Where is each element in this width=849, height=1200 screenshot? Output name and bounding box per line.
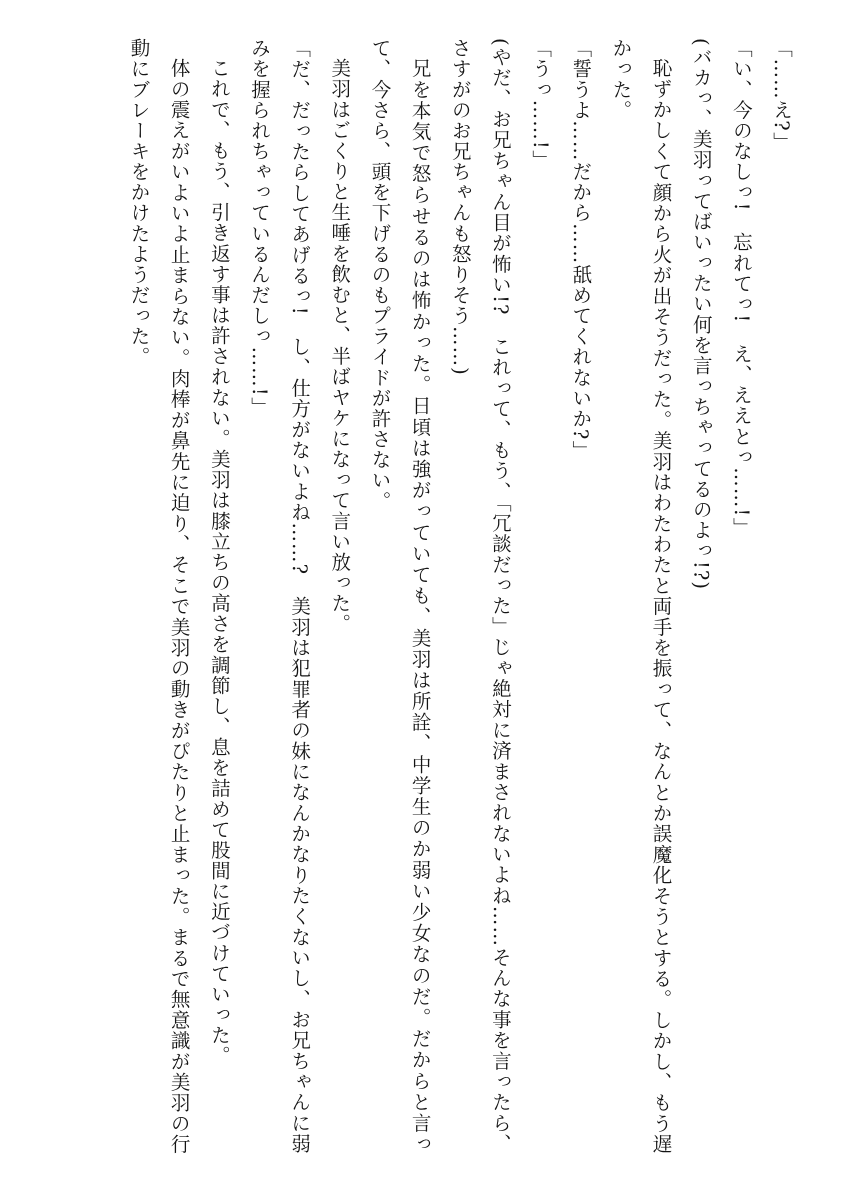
page-text-area [48,38,801,1154]
paragraph: これで、もう、引き返す事は許されない。美羽は膝立ちの高さを調節し、息を詰めて股間に近づけていった。 [207,57,231,1066]
paragraph: 「誓うよ……だから……舐めてくれないか?」 [569,38,593,461]
paragraph: 恥ずかしくて顔から火が出そうだった。美羽はわたわたと両手を振って、なんとか誤魔化そうとする。しかし、もう遅かった。 [609,38,673,1154]
paragraph: 兄を本気で怒らせるのは怖かった。日頃は強がっていても、美羽は所詮、中学生のか弱い少女なのだ。だからと言って、今さら、頭を下げるのもプライドが許さない。 [368,38,432,1154]
paragraph: 「うっ……!」 [529,38,553,171]
paragraph: 「い、今のなしっ! 忘れてっ! え、ええとっ……!」 [729,38,753,538]
paragraph: 美羽はごくりと生唾を飲むと、半ばヤケになって言い放った。 [328,57,352,634]
vertical-text-body [48,38,801,1154]
paragraph: 体の震えがいよいよ止まらない。肉棒が鼻先に迫り、そこで美羽の動きがぴたりと止まった。まるで無意識が美羽の行動にブレーキをかけたようだった。 [127,38,191,1154]
paragraph: 「……え?」 [770,38,793,153]
paragraph: (やだ、お兄ちゃん目が怖い!? これって、もう、「冗談だった」じゃ絶対に済まされないよね……そんな事を言ったら、さすがのお兄ちゃんも怒りそう……) [448,38,512,1154]
paragraph: 「だ、だったらしてあげるっ! し、仕方がないよね……? 美羽は犯罪者の妹になんかなりたくないし、お兄ちゃんに弱みを握られちゃっているんだしっ……!」 [247,38,312,1154]
paragraph: (バカっ、美羽ってばいったい何を言っちゃってるのよっ!?) [689,38,713,591]
